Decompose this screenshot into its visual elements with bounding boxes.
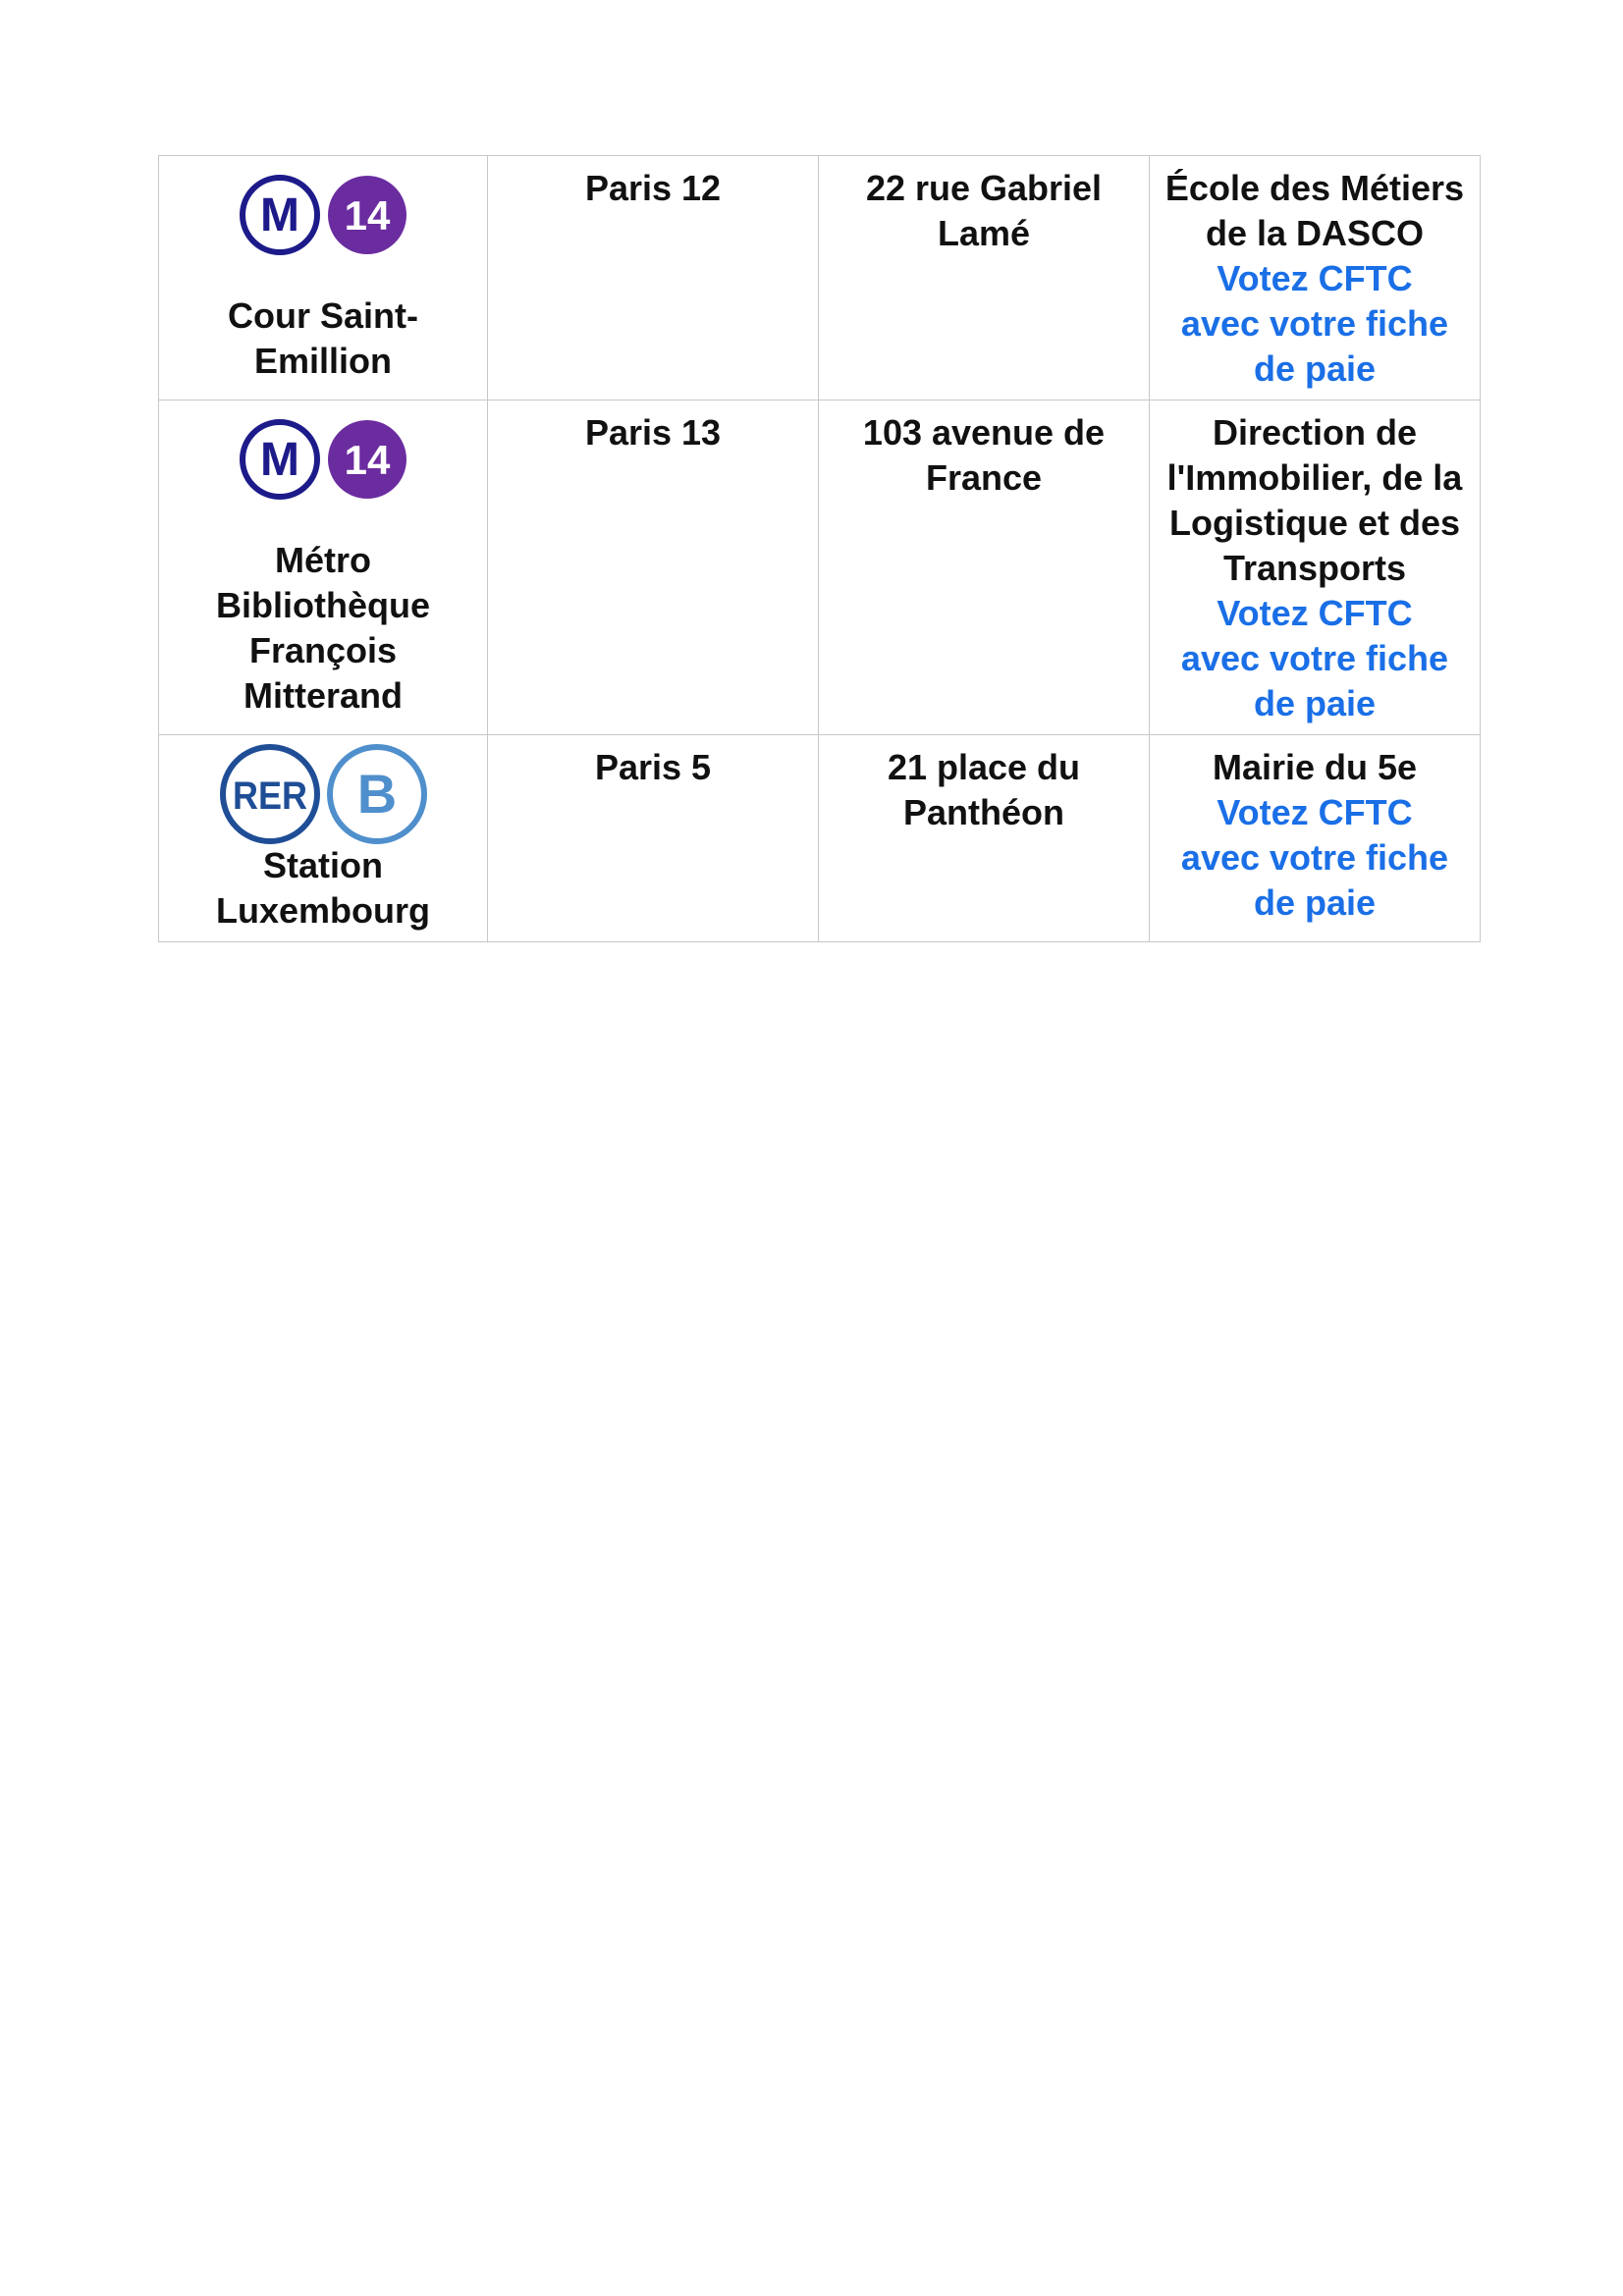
transport-icons	[167, 745, 479, 843]
vote-cta-text: Votez CFTC avec votre fiche de paie	[1180, 792, 1449, 923]
svg-text:M: M	[259, 189, 299, 241]
district-label: Paris 12	[584, 168, 722, 208]
transport-cell	[159, 156, 488, 400]
address-text: 103 avenue de France	[862, 412, 1106, 498]
district-cell	[488, 156, 819, 400]
address-cell	[819, 735, 1150, 942]
venue-name: Mairie du 5e	[1212, 747, 1418, 787]
district-cell	[488, 735, 819, 942]
station-name: Métro Bibliothèque François Mitterand	[216, 540, 430, 716]
station-name: Cour Saint- Emillion	[228, 295, 418, 381]
metro-m-icon	[238, 173, 322, 257]
address-cell	[819, 156, 1150, 400]
transport-cell	[159, 400, 488, 735]
venue-name: École des Métiers de la DASCO	[1164, 168, 1465, 253]
station-name: Station Luxembourg	[215, 845, 430, 931]
svg-text:14: 14	[344, 437, 390, 483]
transport-icons	[167, 166, 479, 264]
venue-name: Direction de l'Immobilier, de la Logistique et des Transports	[1166, 412, 1463, 588]
transport-icons	[167, 410, 479, 508]
district-label: Paris 13	[584, 412, 722, 453]
vote-cta-text: Votez CFTC avec votre fiche de paie	[1180, 593, 1449, 723]
venue-cell	[1150, 735, 1481, 942]
metro-m-icon	[238, 417, 322, 502]
district-label: Paris 5	[594, 747, 712, 787]
district-cell	[488, 400, 819, 735]
address-cell	[819, 400, 1150, 735]
svg-text:RER: RER	[232, 774, 307, 818]
table-row	[159, 156, 1481, 400]
svg-text:M: M	[259, 434, 299, 486]
address-text: 21 place du Panthéon	[887, 747, 1081, 832]
rer-icon	[218, 742, 322, 846]
line-14-icon	[325, 173, 409, 257]
table-row	[159, 400, 1481, 735]
address-text: 22 rue Gabriel Lamé	[865, 168, 1103, 253]
transport-cell	[159, 735, 488, 942]
venue-table	[158, 155, 1481, 942]
line-14-icon	[325, 417, 409, 502]
svg-text:B: B	[356, 763, 397, 825]
vote-cta-text: Votez CFTC avec votre fiche de paie	[1180, 258, 1449, 389]
table-row	[159, 735, 1481, 942]
rer-b-icon	[325, 742, 429, 846]
venue-cell	[1150, 156, 1481, 400]
venue-cell	[1150, 400, 1481, 735]
svg-text:14: 14	[344, 192, 390, 239]
